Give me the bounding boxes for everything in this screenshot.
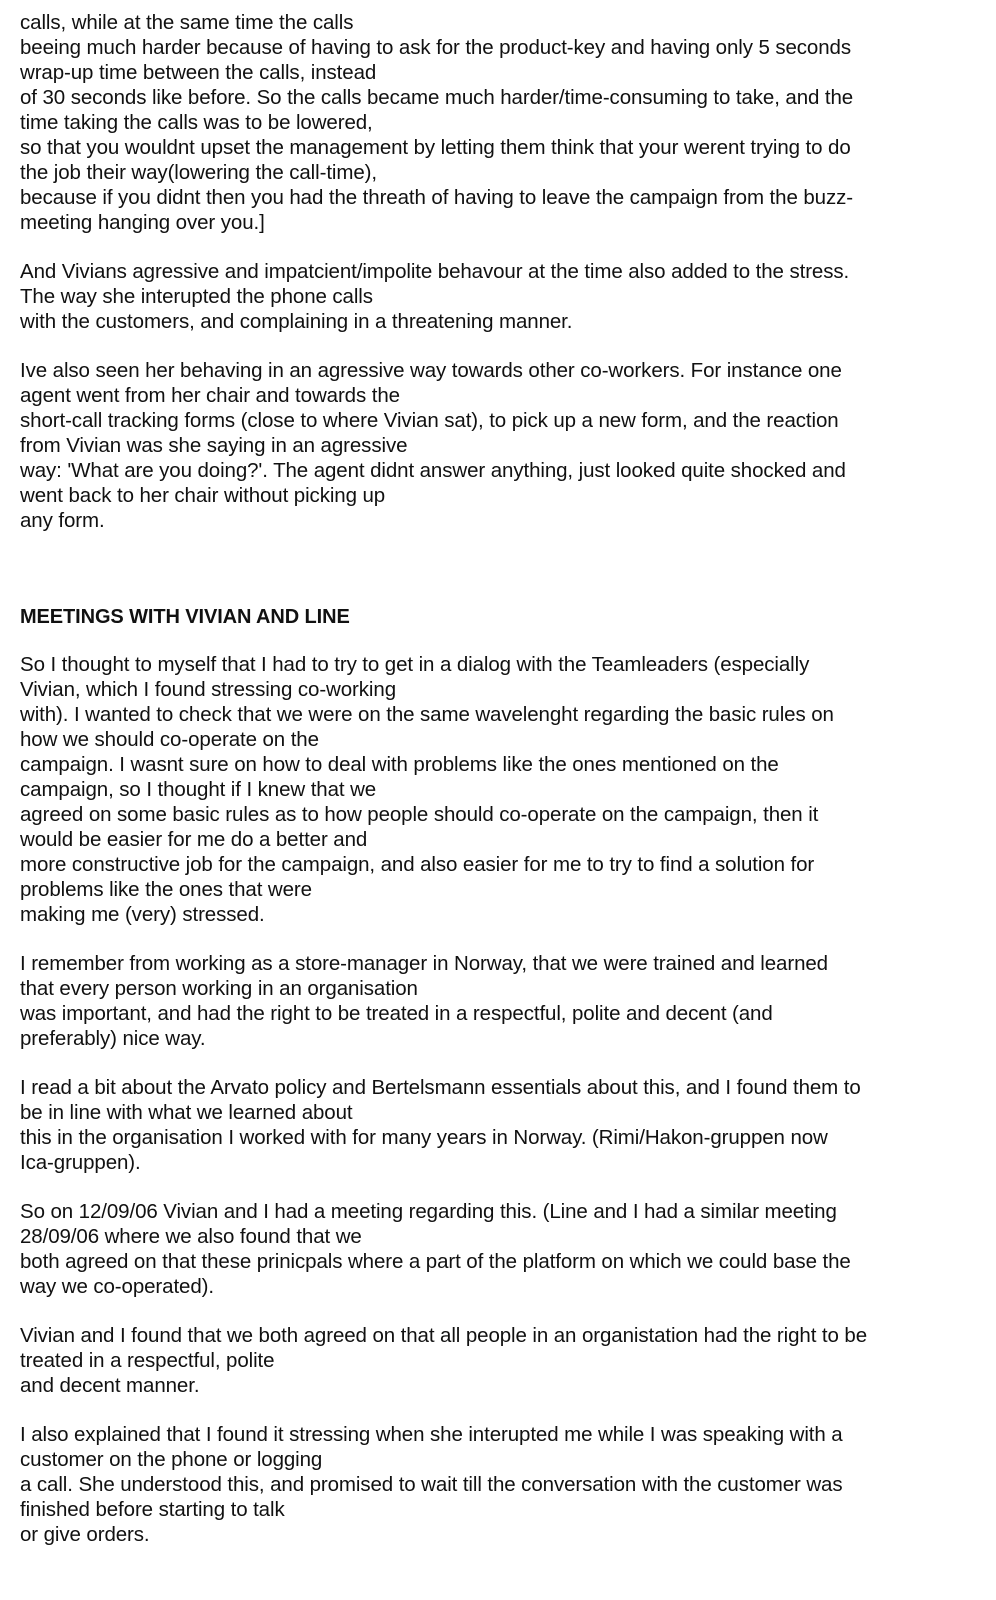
text-line: finished before starting to talk <box>20 1498 285 1521</box>
text-line: or give orders. <box>20 1523 150 1546</box>
text-line: way we co-operated). <box>20 1275 214 1298</box>
text-line: that every person working in an organisation <box>20 977 418 1000</box>
text-line: So on 12/09/06 Vivian and I had a meeting regarding this. (Line and I had a similar meeting <box>20 1200 837 1223</box>
text-line: treated in a respectful, polite <box>20 1349 275 1372</box>
text-line: Vivian, which I found stressing co-working <box>20 678 396 701</box>
paragraph <box>20 652 980 927</box>
paragraph <box>20 358 980 533</box>
text-line: with). I wanted to check that we were on the same wavelenght regarding the basic rules on <box>20 703 834 726</box>
text-line: the job their way(lowering the call-time), <box>20 161 377 184</box>
text-line: because if you didnt then you had the threath of having to leave the campaign from the buzz- <box>20 186 853 209</box>
text-line: a call. She understood this, and promised to wait till the conversation with the customer was <box>20 1473 843 1496</box>
paragraph <box>20 1075 980 1175</box>
paragraph <box>20 951 980 1051</box>
text-line: So I thought to myself that I had to try to get in a dialog with the Teamleaders (especially <box>20 653 810 676</box>
text-line: campaign. I wasnt sure on how to deal with problems like the ones mentioned on the <box>20 753 779 776</box>
paragraph-spacer <box>20 1175 980 1199</box>
text-line: Ica-gruppen). <box>20 1151 141 1174</box>
paragraph <box>20 259 980 334</box>
paragraph-spacer <box>20 1299 980 1323</box>
text-line: 28/09/06 where we also found that we <box>20 1225 362 1248</box>
text-line: wrap-up time between the calls, instead <box>20 61 377 84</box>
paragraph-spacer <box>20 927 980 951</box>
paragraph-spacer <box>20 1051 980 1075</box>
text-line: any form. <box>20 509 105 532</box>
paragraph <box>20 1422 980 1547</box>
text-line: so that you wouldnt upset the management by letting them think that your werent trying to do <box>20 136 851 159</box>
text-line: with the customers, and complaining in a threatening manner. <box>20 310 573 333</box>
text-line: and decent manner. <box>20 1374 200 1397</box>
text-line: way: 'What are you doing?'. The agent didnt answer anything, just looked quite shocked and <box>20 459 846 482</box>
paragraph <box>20 1323 980 1398</box>
text-line: more constructive job for the campaign, and also easier for me to try to find a solution for <box>20 853 815 876</box>
text-line: campaign, so I thought if I knew that we <box>20 778 377 801</box>
text-line: preferably) nice way. <box>20 1027 206 1050</box>
text-line: I read a bit about the Arvato policy and Bertelsmann essentials about this, and I found them to <box>20 1076 861 1099</box>
paragraph-spacer <box>20 235 980 259</box>
heading-spacer <box>20 630 980 652</box>
document-page <box>20 10 980 1590</box>
text-line: short-call tracking forms (close to where Vivian sat), to pick up a new form, and the reaction <box>20 409 839 432</box>
paragraph <box>20 1199 980 1299</box>
text-line: be in line with what we learned about <box>20 1101 353 1124</box>
text-line: The way she interupted the phone calls <box>20 285 373 308</box>
text-line: Vivian and I found that we both agreed on that all people in an organistation had the right to be <box>20 1324 867 1347</box>
text-line: I remember from working as a store-manager in Norway, that we were trained and learned <box>20 952 828 975</box>
text-line: agent went from her chair and towards the <box>20 384 400 407</box>
text-line: would be easier for me do a better and <box>20 828 368 851</box>
text-line: how we should co-operate on the <box>20 728 319 751</box>
section-heading: MEETINGS WITH VIVIAN AND LINE <box>20 606 350 628</box>
text-line: this in the organisation I worked with for many years in Norway. (Rimi/Hakon-gruppen now <box>20 1126 828 1149</box>
text-line: beeing much harder because of having to ask for the product-key and having only 5 seconds <box>20 36 851 59</box>
text-line: I also explained that I found it stressing when she interupted me while I was speaking with a <box>20 1423 843 1446</box>
paragraph-spacer <box>20 334 980 358</box>
text-line: time taking the calls was to be lowered, <box>20 111 373 134</box>
text-line: problems like the ones that were <box>20 878 312 901</box>
text-line: And Vivians agressive and impatcient/impolite behavour at the time also added to the stress. <box>20 260 850 283</box>
text-line: was important, and had the right to be treated in a respectful, polite and decent (and <box>20 1002 773 1025</box>
text-line: making me (very) stressed. <box>20 903 265 926</box>
text-line: customer on the phone or logging <box>20 1448 323 1471</box>
text-line: of 30 seconds like before. So the calls became much harder/time-consuming to take, and the <box>20 86 854 109</box>
text-line: agreed on some basic rules as to how people should co-operate on the campaign, then it <box>20 803 819 826</box>
text-line: calls, while at the same time the calls <box>20 11 354 34</box>
text-line: meeting hanging over you.] <box>20 211 265 234</box>
text-line: both agreed on that these prinicpals where a part of the platform on which we could base the <box>20 1250 851 1273</box>
text-line: went back to her chair without picking up <box>20 484 386 507</box>
text-line: Ive also seen her behaving in an agressive way towards other co-workers. For instance one <box>20 359 842 382</box>
text-line: from Vivian was she saying in an agressive <box>20 434 408 457</box>
paragraph-spacer <box>20 1398 980 1422</box>
section-spacer <box>20 533 980 605</box>
paragraph <box>20 10 980 235</box>
